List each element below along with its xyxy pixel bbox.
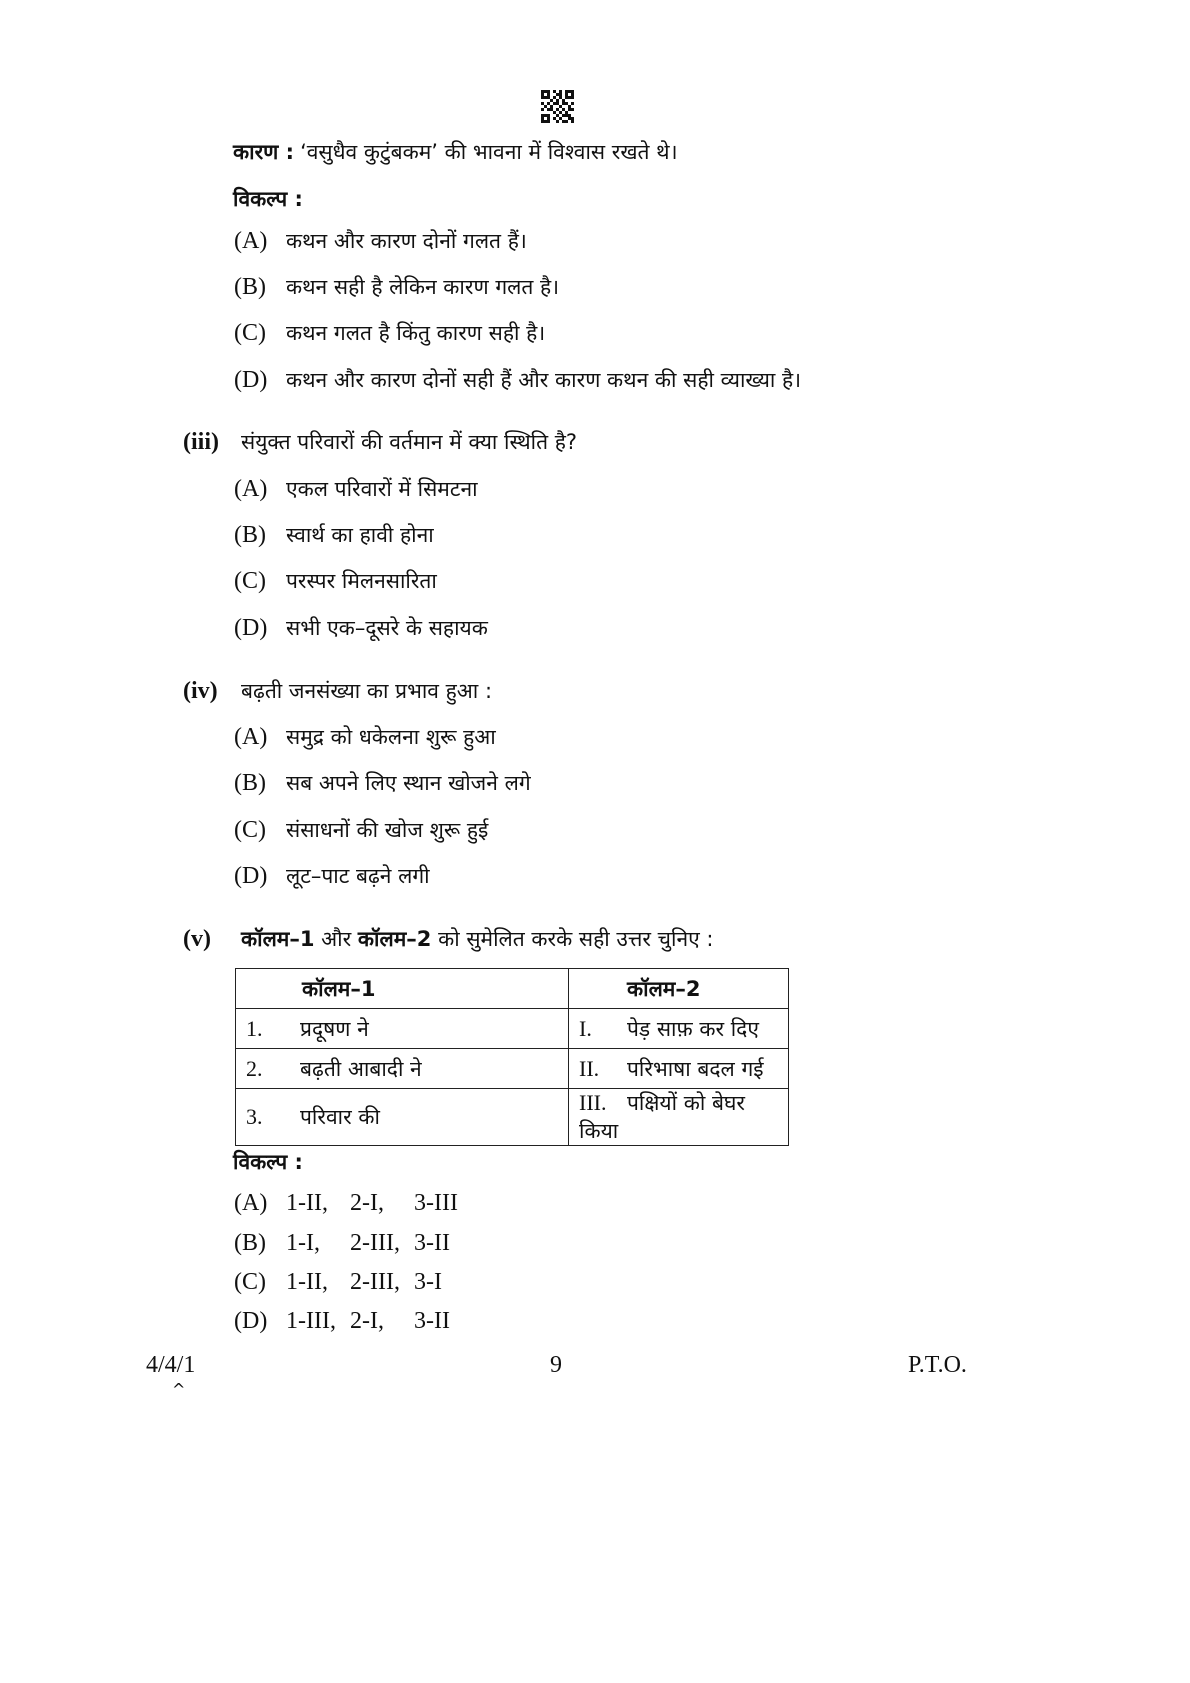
q3-option-b (234, 520, 434, 550)
match-pair: 2-I, (350, 1308, 384, 1334)
match-pair: 3-II (414, 1230, 450, 1256)
reason-option-a (234, 226, 527, 256)
table-cell-right: I. पेड़ साफ़ कर दिए (569, 1009, 789, 1049)
question-text: संयुक्त परिवारों की वर्तमान में क्या स्थिति है? (241, 430, 578, 454)
q4-option-d (234, 861, 430, 891)
question-iv (183, 676, 492, 706)
option-letter: (B) (234, 770, 266, 796)
match-pair: 3-III (414, 1190, 458, 1216)
q5-option-b (234, 1230, 450, 1257)
option-text: संसाधनों की खोज शुरू हुई (286, 818, 489, 842)
reason-option-d (234, 365, 801, 395)
q5-option-d (234, 1308, 450, 1335)
reason-option-b (234, 272, 559, 302)
option-letter: (C) (234, 568, 266, 594)
option-letter: (A) (234, 476, 268, 502)
table-cell-left: 2. बढ़ती आबादी ने (236, 1049, 569, 1089)
option-letter: (B) (234, 522, 266, 548)
match-pair: 2-III, (350, 1230, 400, 1256)
question-number: (iii) (183, 429, 219, 455)
reason-text: ‘वसुधैव कुटुंबकम’ की भावना में विश्वास रखते थे। (300, 140, 678, 164)
caret-icon: ^ (172, 1380, 186, 1399)
table-cell-right: II. परिभाषा बदल गई (569, 1049, 789, 1089)
match-options-label: विकल्प : (233, 1150, 303, 1174)
table-header-column-2: कॉलम–2 (569, 969, 789, 1009)
q3-option-c (234, 566, 437, 596)
q3-option-a (234, 474, 478, 504)
reason-line (233, 137, 678, 167)
option-text: सब अपने लिए स्थान खोजने लगे (286, 771, 531, 795)
option-text: सभी एक–दूसरे के सहायक (286, 616, 488, 640)
option-letter: (C) (234, 817, 266, 843)
match-pair: 1-III, (286, 1308, 336, 1334)
question-text: बढ़ती जनसंख्या का प्रभाव हुआ : (241, 679, 493, 703)
conjunction: और (314, 927, 358, 951)
option-letter: (D) (234, 367, 268, 393)
option-text: कथन सही है लेकिन कारण गलत है। (286, 275, 560, 299)
option-letter: (A) (234, 724, 268, 750)
match-pair: 1-I, (286, 1230, 320, 1256)
option-text: स्वार्थ का हावी होना (286, 523, 434, 547)
question-number: (iv) (183, 678, 218, 704)
options-label: विकल्प : (233, 187, 303, 211)
option-text: परस्पर मिलनसारिता (286, 569, 437, 593)
table-row (236, 1089, 789, 1146)
table-header-row (236, 969, 789, 1009)
option-letter: (C) (234, 320, 266, 346)
option-letter: (A) (234, 228, 268, 254)
q3-option-d (234, 613, 488, 643)
reason-option-c (234, 318, 545, 348)
option-letter: (B) (234, 1230, 266, 1256)
q4-option-c (234, 815, 488, 845)
column-2-ref: कॉलम–2 (357, 927, 432, 951)
table-row (236, 1049, 789, 1089)
option-text: लूट–पाट बढ़ने लगी (286, 864, 430, 888)
q5-option-a (234, 1190, 458, 1217)
table-row (236, 1009, 789, 1049)
q5-option-c (234, 1269, 442, 1296)
column-1-ref: कॉलम–1 (241, 927, 315, 951)
match-table (235, 968, 789, 1146)
table-cell-left: 1. प्रदूषण ने (236, 1009, 569, 1049)
question-number: (v) (183, 926, 211, 952)
question-iii (183, 427, 577, 457)
option-letter: (A) (234, 1190, 268, 1216)
option-letter: (D) (234, 615, 268, 641)
q4-option-a (234, 722, 496, 752)
option-text: एकल परिवारों में सिमटना (286, 477, 478, 501)
page-number: 9 (550, 1352, 562, 1378)
question-v (183, 924, 713, 954)
q4-option-b (234, 768, 531, 798)
pto-label: P.T.O. (908, 1352, 967, 1378)
paper-code: 4/4/1 (146, 1352, 196, 1378)
table-cell-left: 3. परिवार की (236, 1089, 569, 1146)
question-text-rest: को सुमेलित करके सही उत्तर चुनिए : (431, 927, 714, 951)
match-pair: 2-III, (350, 1269, 400, 1295)
match-pair: 2-I, (350, 1190, 384, 1216)
option-letter: (C) (234, 1269, 266, 1295)
option-text: कथन और कारण दोनों गलत हैं। (286, 229, 527, 253)
match-pair: 3-I (414, 1269, 442, 1295)
match-pair: 1-II, (286, 1190, 328, 1216)
option-letter: (B) (234, 274, 266, 300)
option-text: समुद्र को धकेलना शुरू हुआ (286, 725, 496, 749)
option-text: कथन गलत है किंतु कारण सही है। (286, 321, 546, 345)
table-header-column-1: कॉलम–1 (236, 969, 569, 1009)
option-text: कथन और कारण दोनों सही हैं और कारण कथन की सही व्याख्या है। (286, 368, 802, 392)
match-pair: 1-II, (286, 1269, 328, 1295)
option-letter: (D) (234, 1308, 268, 1334)
table-cell-right: III. पक्षियों को बेघर किया (569, 1089, 789, 1146)
qr-code-icon (541, 90, 574, 123)
reason-label: कारण : (233, 140, 295, 164)
option-letter: (D) (234, 863, 268, 889)
match-pair: 3-II (414, 1308, 450, 1334)
